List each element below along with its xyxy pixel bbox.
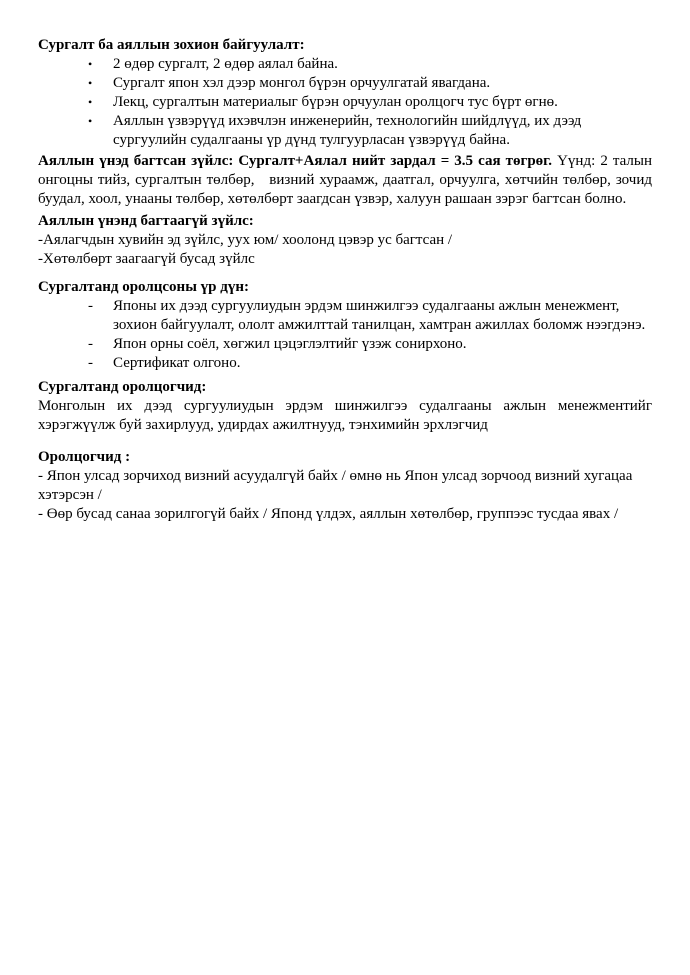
training-results-dash-list (38, 297, 652, 373)
list-item-text: Сертификат олгоно. (113, 355, 241, 371)
participants-training-body: Монголын их дээд сургуулиудын эрдэм шинжилгээ судалгааны ажлын менежментийг хэрэгжүүлж буй захирлууд, удирдах ажилтнууд, тэнхимийн эрхлэгчид (38, 398, 652, 433)
list-item-text: 2 өдөр сургалт, 2 өдөр аялал байна. (113, 56, 338, 72)
list-item (38, 93, 652, 112)
list-item (38, 112, 652, 150)
section-participants-training-heading: Сургалтанд оролцогчид: (38, 379, 207, 395)
list-item-text: Сургалт япон хэл дээр монгол бүрэн орчуулгатай явагдана. (113, 75, 491, 91)
list-item-text: Япон орны соёл, хөгжил цэцэглэлтийг үзэж сонирхоно. (113, 336, 467, 352)
list-item (38, 354, 652, 373)
list-item-text: Японы их дээд сургуулиудын эрдэм шинжилгээ судалгааны ажлын менежмент, зохион байгуулалт, ололт амжилттай танилцан, хамтран ажиллах боломж нээгдэнэ. (113, 298, 646, 333)
section-training-organization-heading: Сургалт ба аяллын зохион байгуулалт: (38, 37, 305, 53)
participants-requirement-line: - Өөр бусад санаа зорилгогүй байх / Японд үлдэх, аяллын хөтөлбөр, группээс тусдаа явах / (38, 506, 619, 522)
not-included-line: -Хөтөлбөрт заагаагүй бусад зүйлс (38, 251, 255, 267)
list-item (38, 55, 652, 74)
section-training-results-heading: Сургалтанд оролцсоны үр дүн: (38, 279, 249, 295)
list-item (38, 297, 652, 335)
trip-cost-paragraph (38, 152, 652, 209)
dash-marker: - (88, 336, 93, 352)
trip-cost-body: Үүнд: 2 талын онгоцны тийз, сургалтын төлбөр, визний хураамж, даатгал, орчуулга, хөтчийн төлбөр, зочид буудал, хоол, унааны төлбөр, хөтөлбөрт заагдсан үзвэр, халуун рашаан зэрэг багтсан болно. (38, 153, 653, 207)
list-item-text: Аяллын үзвэрүүд ихэвчлэн инженерийн, технологийн шийдлүүд, их дээд сургуулийн судалгааны үр дүнд тулгуурласан үзвэрүүд байна. (113, 113, 582, 148)
section-participants-requirements-heading: Оролцогчид : (38, 449, 131, 465)
bullet-marker: • (88, 114, 93, 128)
list-item (38, 74, 652, 93)
dash-marker: - (88, 298, 93, 314)
participants-requirement-line: - Япон улсад зорчиход визний асуудалгүй байх / өмнө нь Япон улсад зорчоод визний хугацаа хэтэрсэн / (38, 468, 633, 503)
trip-cost-lead-bold: Аяллын үнэд багтсан зүйлс: Сургалт+Аялал нийт зардал = 3.5 сая төгрөг. (38, 153, 553, 169)
bullet-marker: • (88, 76, 93, 90)
section-not-included-heading: Аяллын үнэнд багтаагүй зүйлс: (38, 213, 254, 229)
not-included-line: -Аялагчдын хувийн эд зүйлс, уух юм/ хоолонд цэвэр ус багтсан / (38, 232, 453, 248)
bullet-marker: • (88, 57, 93, 71)
bullet-marker: • (88, 95, 93, 109)
dash-marker: - (88, 355, 93, 371)
training-organization-bullet-list (38, 55, 652, 150)
list-item (38, 335, 652, 354)
list-item-text: Лекц, сургалтын материалыг бүрэн орчуулан оролцогч тус бүрт өгнө. (113, 94, 558, 110)
